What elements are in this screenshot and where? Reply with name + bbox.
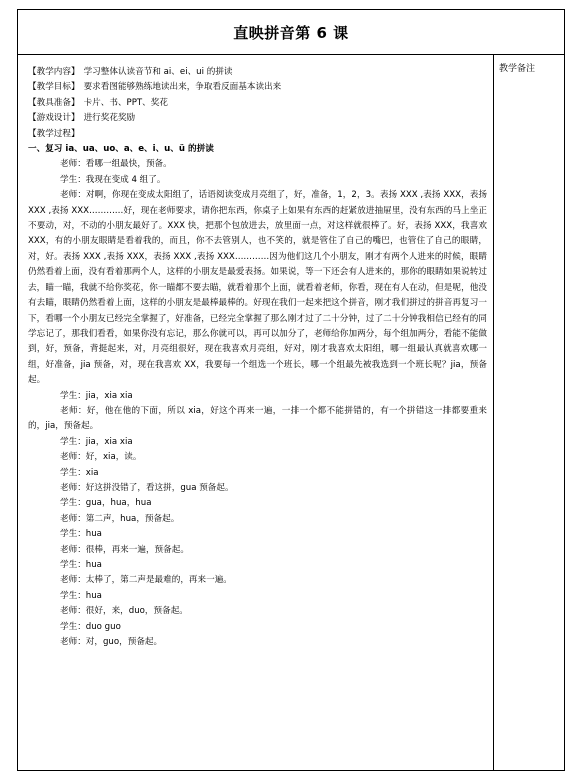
header-label: 【教学目标】 xyxy=(28,82,80,93)
dialogue-line: 学生：jia，xia xia xyxy=(60,436,133,447)
dialogue-line: 老师：很好，来，duo，预备起。 xyxy=(60,606,188,617)
notes-column xyxy=(495,55,564,770)
content-row xyxy=(18,55,564,770)
dialogue-line: 老师：好，他在他的下面，所以 xia，好这个再来一遍，一排一个都不能拼错的，有一个拼错这一排都要重来的，jia，预备起。 xyxy=(28,405,487,432)
header-line xyxy=(28,80,487,95)
dialogue xyxy=(28,389,487,651)
header-label: 【教学过程】 xyxy=(28,128,80,139)
header-line xyxy=(28,65,487,80)
title-row xyxy=(18,10,564,55)
header-text: 卡片、书、PPT、奖花 xyxy=(83,97,168,108)
dialogue-line: 学生：hua xyxy=(60,529,102,540)
teacher-paragraph: 老师：对啊，你现在变成太阳组了，话语阅读变成月亮组了，好，准备，1，2，3。表扬 XXX ,表扬 XXX，表扬 XXX ,表扬 XXX…………好，现在老师要求，请你把东西，你桌子上如果有东西的赶紧放进抽屉里，没有东西的马上坐正不要动，对，不动的小朋友最好了。XXX 快，把那个包放进去，放里面一点，对这样就很棒了。好，表扬 XXX，我喜欢 XXX，有的小朋友眼睛是看着我的，而且，你不去管别人，也不笑的，就是管住了自己的嘴巴，也管住了自己的眼睛，对，好。表扬 XXX ,表扬 XXX，表扬 XXX ,表扬 XXX…………因为他们这几个小朋友，刚才有两个人进来的时候，眼睛仍然看着上面，没有看着那两个人，这样的小朋友是最爱表扬。如果说，等一下还会有人进来的，那你的眼睛如果说转过去，瞄一瞄，我就不给你奖花，你一瞄都不要去瞄，就看着那个上面，就看着老师，你看，现在有人在动，但是呢，他没有去瞄，眼睛仍然看着上面，这样的小朋友是最棒最棒的。好现在我们一起来把这个拼音，刚才我们拼过的拼音再复习一下，看哪一个小朋友已经完全掌握了，好准备，已经完全掌握了那么刚才过了二十分钟，过了二十分钟我相信已经有的同学忘记了，那我们看看，如果你没有忘记，那么你就可以，再可以加分了，老师给你加两分，每个组加两分，看能不能做到，好，预备，背挺起来，对，月亮组很好，现在我喜欢月亮组，好对，刚才我喜欢太阳组，哪一组最认真就喜欢哪一组，好准备，jia 预备，对，现在我喜欢 XX，我要每一个组选一个班长，哪一个组最先被我选到一个班长呢？jia，预备起。 xyxy=(28,190,487,386)
dialogue-line: 学生：hua xyxy=(60,560,102,570)
dialogue-line: 老师：好，xia，读。 xyxy=(60,452,142,463)
header-line xyxy=(28,127,487,142)
header-label: 【教学内容】 xyxy=(28,67,80,77)
header-text: 学习整体认读音节和 ai、ei、ui 的拼读 xyxy=(83,67,233,77)
review-line: 老师：看哪一组最快，预备。 xyxy=(60,159,172,170)
header-line xyxy=(28,96,487,111)
main-content xyxy=(18,55,494,770)
header-text xyxy=(80,129,84,139)
header-label: 【游戏设计】 xyxy=(28,113,80,124)
dialogue-line: 老师：很棒，再来一遍，预备起。 xyxy=(60,544,189,555)
review-line: 学生：我现在变成 4 组了。 xyxy=(60,174,166,185)
dialogue-line: 老师：第二声，hua，预备起。 xyxy=(60,513,180,524)
header-text: 要求看图能够熟练地读出来，争取看反面基本读出来 xyxy=(83,82,282,93)
header-text: 进行奖花奖励 xyxy=(83,113,136,124)
page-title: 直映拼音第 6 课 xyxy=(233,23,349,42)
dialogue-line: 老师：对，guo，预备起。 xyxy=(60,637,163,648)
header-label: 【教具准备】 xyxy=(28,97,80,108)
lesson-plan-table xyxy=(17,9,565,771)
dialogue-line: 学生：jia，xia xia xyxy=(60,390,133,401)
notes-label: 教学备注 xyxy=(499,64,536,74)
header-line xyxy=(28,111,487,126)
review-lines xyxy=(28,157,487,188)
dialogue-line: 老师：好这拼没错了，看这拼，gua 预备起。 xyxy=(60,482,234,493)
dialogue-line: 学生：duo guo xyxy=(60,621,121,632)
header-lines xyxy=(28,65,487,142)
dialogue-line: 学生：hua xyxy=(60,590,102,601)
dialogue-line: 学生：gua，hua，hua xyxy=(60,498,152,509)
dialogue-line: 老师：太棒了，第二声是最难的，再来一遍。 xyxy=(60,575,232,586)
dialogue-line: 学生：xia xyxy=(60,467,99,478)
section-title: 一、复习 ia、ua、uo、a、e、i、u、ü 的拼读 xyxy=(28,144,214,155)
